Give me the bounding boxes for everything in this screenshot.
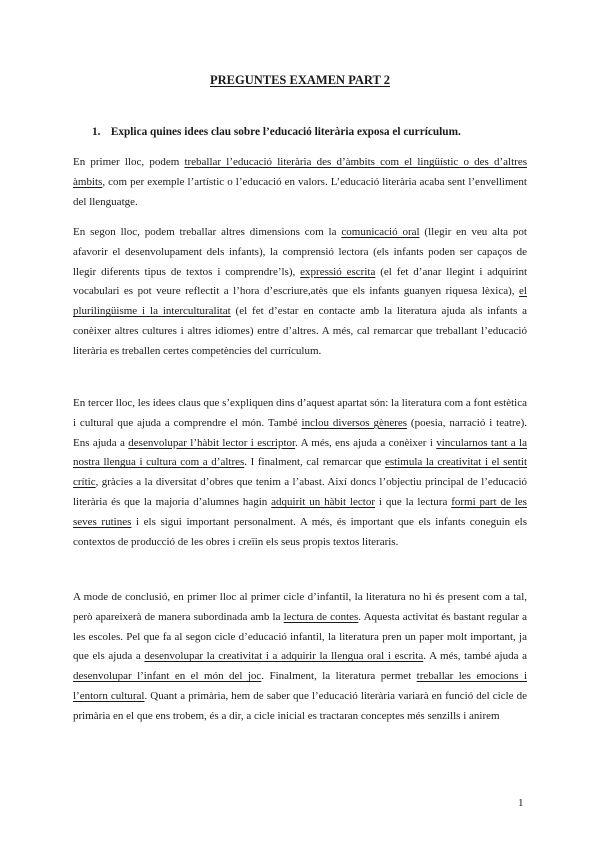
underlined-phrase: inclou diversos gèneres — [301, 416, 408, 429]
question-text: Explica quines idees clau sobre l’educació literària exposa el currículum. — [110, 126, 461, 138]
question-heading — [92, 126, 532, 138]
underlined-phrase: adquirit un hàbit lector — [271, 495, 376, 508]
text-run: En tercer lloc, les idees claus que s’expliquen dins d’aquest apartat són: la literatura com a font estètica i cultural que ajuda a comprendre el món. També — [73, 397, 527, 429]
underlined-phrase: expressió escrita — [300, 265, 376, 278]
underlined-phrase: lectura de contes — [283, 610, 359, 623]
text-run: . A més, ens ajuda a conèixer i — [295, 436, 437, 449]
text-run: (el fet d’anar llegint i adquirint vocabulari es pot veure reflectit a l’hora d’escriure,atès que els infants guanyen riquesa lèxica), — [73, 265, 528, 298]
text-run: En segon lloc, podem treballar altres dimensions com la — [73, 226, 342, 238]
text-run: . A més, també ajuda a — [423, 650, 528, 663]
paragraph-3 — [73, 394, 527, 552]
underlined-phrase: treballar les emocions i l’entorn cultural — [73, 670, 527, 702]
page-number: 1 — [518, 797, 524, 809]
underlined-phrase: el plurilingüisme i la interculturalitat — [73, 285, 527, 318]
question-number: 1. — [92, 126, 101, 138]
text-run: (poesia, narració i teatre). Ens ajuda a — [73, 416, 528, 449]
text-run: (el fet d’estar en contacte amb la literatura ajuda als infants a conèixer altres cultures i altres idiomes) entre d’altres. A més, cal remarcar que treballant l’educació literària es treballen certes competències del currículum. — [73, 305, 527, 357]
text-run: (llegir en veu alta pot afavorir el desenvolupament dels infants), la comprensió lectora (els infants poden ser capaços de llegir diferents tipus de textos i comprendre’ls), — [73, 226, 527, 278]
paragraph-1 — [73, 153, 527, 212]
text-run: En primer lloc, podem — [73, 156, 185, 168]
text-run: , gràcies a la diversitat d’obres que tenim a l’abast. Així doncs l’objectiu principal de l’educació literària és que la majoria d’alumnes hagin — [73, 476, 527, 508]
text-run: . Quant a primària, hem de saber que l’educació literària variarà en funció del cicle de primària en el que ens trobem, és a dir, a cicle inicial es tractaran conceptes més senzills i anirem — [73, 689, 527, 722]
document-title: PREGUNTES EXAMEN PART 2 — [209, 73, 391, 87]
text-run: . Aquesta activitat és bastant regular a les escoles. Pel que fa al segon cicle d’educació infantil, la literatura pren un paper molt important, ja que els ajuda a — [73, 610, 528, 663]
text-run: A mode de conclusió, en primer lloc al primer cicle d’infantil, la literatura no hi és present com a tal, però apareixerà de manera subordinada amb la — [73, 591, 527, 623]
text-run: i els sigui important personalment. A més, és important que els infants coneguin els contextos de producció de les obres i creïin els seus propis textos literaris. — [73, 515, 527, 548]
text-run: , com per exemple l’artístic o l’educació en valors. L’educació literària acaba sent l’envelliment del llenguatge. — [73, 175, 527, 208]
text-run: . Finalment, la literatura permet — [261, 670, 417, 683]
paragraph-4 — [73, 588, 527, 727]
text-run: i que la lectura — [375, 495, 452, 508]
underlined-phrase: treballar l’educació literària des d’àmbits com el lingüístic o des d’altres àmbits — [73, 156, 527, 188]
underlined-phrase: estimula la creativitat i el sentit crític — [73, 456, 527, 489]
text-run: . I finalment, cal remarcar que — [244, 456, 385, 469]
underlined-phrase: desenvolupar la creativitat i a adquirir la llengua oral i escrita — [144, 650, 424, 663]
underlined-phrase: desenvolupar l’hàbit lector i escriptor — [128, 436, 296, 449]
underlined-phrase: formi part de les seves rutines — [73, 495, 527, 528]
underlined-phrase: comunicació oral — [341, 226, 420, 238]
underlined-phrase: vincularnos tant a la nostra llengua i cultura com a d’altres — [73, 436, 527, 469]
paragraph-2 — [73, 223, 527, 362]
underlined-phrase: desenvolupar l’infant en el món del joc — [73, 670, 262, 683]
